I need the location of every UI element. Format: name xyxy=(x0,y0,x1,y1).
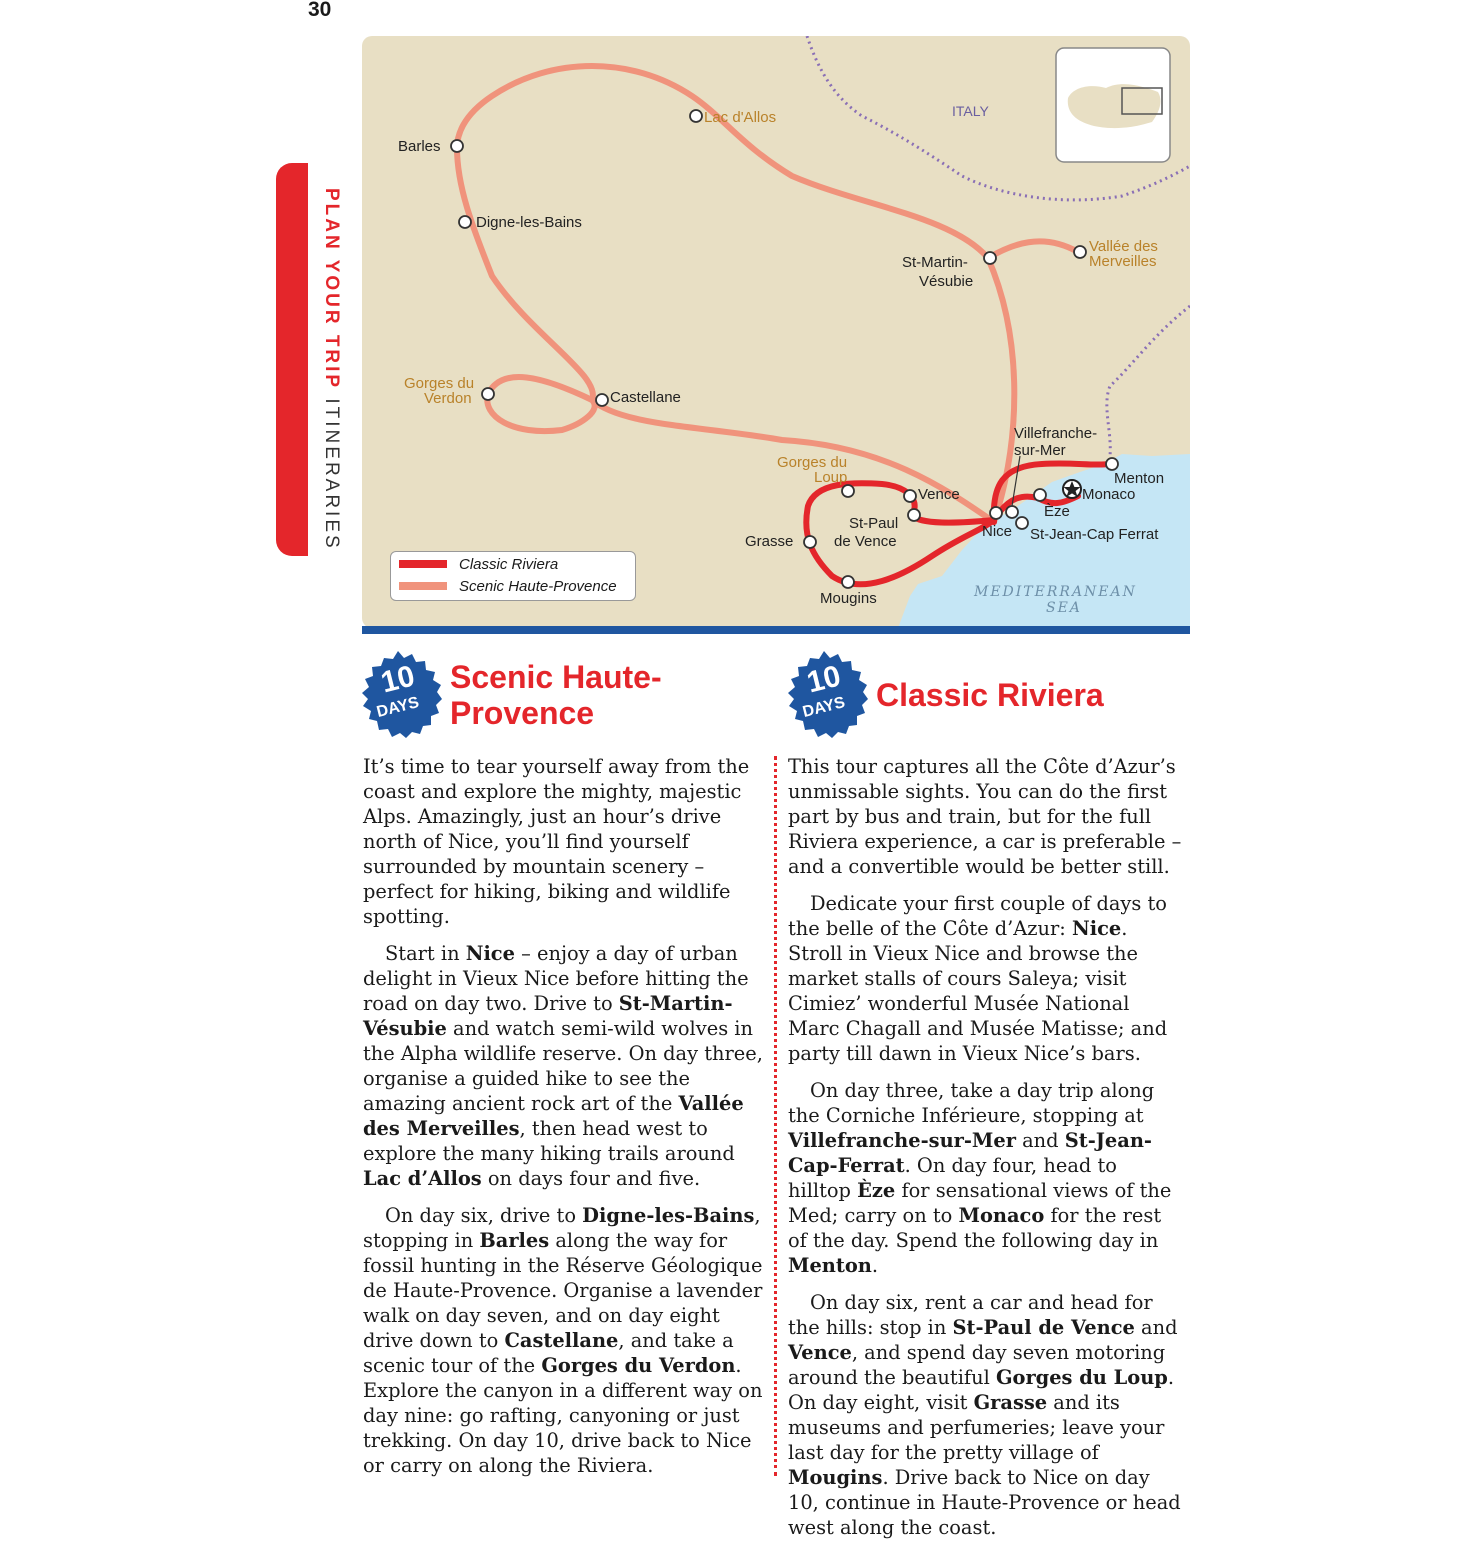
section-title-line-1: Scenic Haute- xyxy=(450,659,662,695)
label-nice: Nice xyxy=(982,523,1013,540)
legend-classic-swatch xyxy=(399,560,447,568)
label-lac-dallos: Lac d'Allos xyxy=(704,109,777,126)
marker-st-paul xyxy=(908,509,920,521)
label-sea-1: MEDITERRANEAN xyxy=(974,584,1137,600)
classic-body xyxy=(788,754,1184,1552)
label-digne: Digne-les-Bains xyxy=(476,214,582,231)
marker-mougins xyxy=(842,576,854,588)
label-eze: Èze xyxy=(1044,503,1070,520)
marker-lac-dallos xyxy=(690,110,702,122)
label-grasse: Grasse xyxy=(745,533,794,550)
label-gorges-loup-2: Loup xyxy=(814,469,848,486)
badge-unit: DAYS xyxy=(800,694,847,721)
badge-unit: DAYS xyxy=(374,694,421,721)
paragraph: On day six, drive to Digne-les-Bains, stopping in Barles along the way for fossil hunting in the Réserve Géologique de Haute-Provence. Organise a lavender walk on day seven, and on day eight drive down to Castellane, and take a scenic tour of the Gorges du Verdon. Explore the canyon in a different way on day nine: go rafting, canyoning or just trekking. On day 10, drive back to Nice or carry on along the Riviera. xyxy=(363,1204,763,1477)
section-title: Classic Riviera xyxy=(876,677,1104,713)
marker-gorges-verdon xyxy=(482,388,494,400)
map-bottom-rule xyxy=(362,626,1190,634)
label-st-paul-2: de Vence xyxy=(834,533,897,550)
label-castellane: Castellane xyxy=(610,389,681,406)
label-sea-2: SEA xyxy=(1046,600,1082,616)
duration-badge xyxy=(778,649,870,741)
legend-classic-label: Classic Riviera xyxy=(459,555,559,573)
section-tab xyxy=(276,163,308,556)
marker-st-jean xyxy=(1016,517,1028,529)
label-gorges-loup-1: Gorges du xyxy=(777,454,848,471)
scenic-heading xyxy=(352,649,662,741)
badge-number: 10 xyxy=(803,659,845,700)
label-vallee-1: Vallée des xyxy=(1089,238,1158,255)
paragraph: It’s time to tear yourself away from the coast and explore the mighty, majestic Alps. Amazingly, just an hour’s drive north of Nice, you’ll find yourself surrounded by mountain scenery – perfect for hiking, biking and wildlife spotting. xyxy=(363,755,750,928)
page-number: 30 xyxy=(308,0,332,21)
label-vence: Vence xyxy=(918,486,960,503)
label-gorges-verdon-2: Verdon xyxy=(424,390,472,407)
label-villefranche-2: sur-Mer xyxy=(1014,442,1066,459)
label-menton: Menton xyxy=(1114,470,1165,487)
paragraph: Start in Nice – enjoy a day of urban delight in Vieux Nice before hitting the road on day two. Drive to St-Martin-Vésubie and watch semi-wild wolves in the Alpha wildlife reserve. On day three, organise a guided hike to see the amazing ancient rock art of the Vallée des Merveilles, then head west to explore the many hiking trails around Lac d’Allos on days four and five. xyxy=(363,942,763,1190)
label-st-martin-1: St-Martin- xyxy=(902,254,968,271)
label-vallee-2: Merveilles xyxy=(1089,253,1157,270)
paragraph: On day three, take a day trip along the Corniche Inférieure, stopping at Villefranche-sur-Mer and St-Jean-Cap-Ferrat. On day four, head to hilltop Èze for sensational views of the Med; carry on to Monaco for the rest of the day. Spend the following day in Menton. xyxy=(788,1079,1172,1277)
label-villefranche-1: Villefranche- xyxy=(1014,425,1098,442)
label-st-jean: St-Jean-Cap Ferrat xyxy=(1030,526,1159,543)
marker-digne xyxy=(459,216,471,228)
map-legend xyxy=(390,551,636,601)
label-monaco: Monaco xyxy=(1082,486,1136,503)
legend-classic xyxy=(399,554,558,574)
legend-scenic xyxy=(399,576,617,596)
paragraph: This tour captures all the Côte d’Azur’s unmissable sights. You can do the first part by bus and train, but for the full Riviera experience, a car is preferable – and a convertible would be better still. xyxy=(788,755,1182,878)
section-name: PLAN YOUR TRIP xyxy=(321,188,342,391)
duration-badge xyxy=(352,649,444,741)
section-title-line-2: Provence xyxy=(450,695,595,731)
marker-nice xyxy=(990,507,1002,519)
marker-st-martin xyxy=(984,252,996,264)
marker-grasse xyxy=(804,536,816,548)
label-st-martin-2: Vésubie xyxy=(919,273,974,290)
badge-number: 10 xyxy=(377,659,419,700)
label-st-paul-1: St-Paul xyxy=(849,515,899,532)
label-gorges-verdon-1: Gorges du xyxy=(404,375,475,392)
label-barles: Barles xyxy=(398,138,441,155)
column-divider xyxy=(774,756,777,1476)
section-tab-label xyxy=(320,188,342,551)
paragraph: On day six, rent a car and head for the hills: stop in St-Paul de Vence and Vence, and spend day seven motoring around the beautiful Gorges du Loup. On day eight, visit Grasse and its museums and perfumeries; leave your last day for the pretty village of Mougins. Drive back to Nice on day 10, continue in Haute-Provence or head west along the coast. xyxy=(788,1291,1181,1539)
classic-heading xyxy=(778,649,1104,741)
legend-scenic-label: Scenic Haute-Provence xyxy=(459,577,617,595)
marker-vallee xyxy=(1074,246,1086,258)
label-mougins: Mougins xyxy=(820,590,877,607)
marker-eze xyxy=(1034,489,1046,501)
marker-menton xyxy=(1106,458,1118,470)
paragraph: Dedicate your first couple of days to the belle of the Côte d’Azur: Nice. Stroll in Vieux Nice and browse the market stalls of cours Saleya; visit Cimiez’ wonderful Musée National Marc Chagall and Musée Matisse; and party till dawn in Vieux Nice’s bars. xyxy=(788,892,1168,1065)
marker-gorges-loup xyxy=(842,485,854,497)
section-title xyxy=(450,659,662,731)
marker-castellane xyxy=(596,394,608,406)
marker-vence xyxy=(904,490,916,502)
marker-villefranche xyxy=(1006,506,1018,518)
marker-barles xyxy=(451,140,463,152)
locator-france-shape xyxy=(1068,84,1161,128)
subsection-name: ITINERARIES xyxy=(321,390,342,551)
label-italy: ITALY xyxy=(952,103,989,119)
itinerary-map xyxy=(362,36,1190,636)
legend-scenic-swatch xyxy=(399,582,447,590)
scenic-body xyxy=(363,754,763,1490)
